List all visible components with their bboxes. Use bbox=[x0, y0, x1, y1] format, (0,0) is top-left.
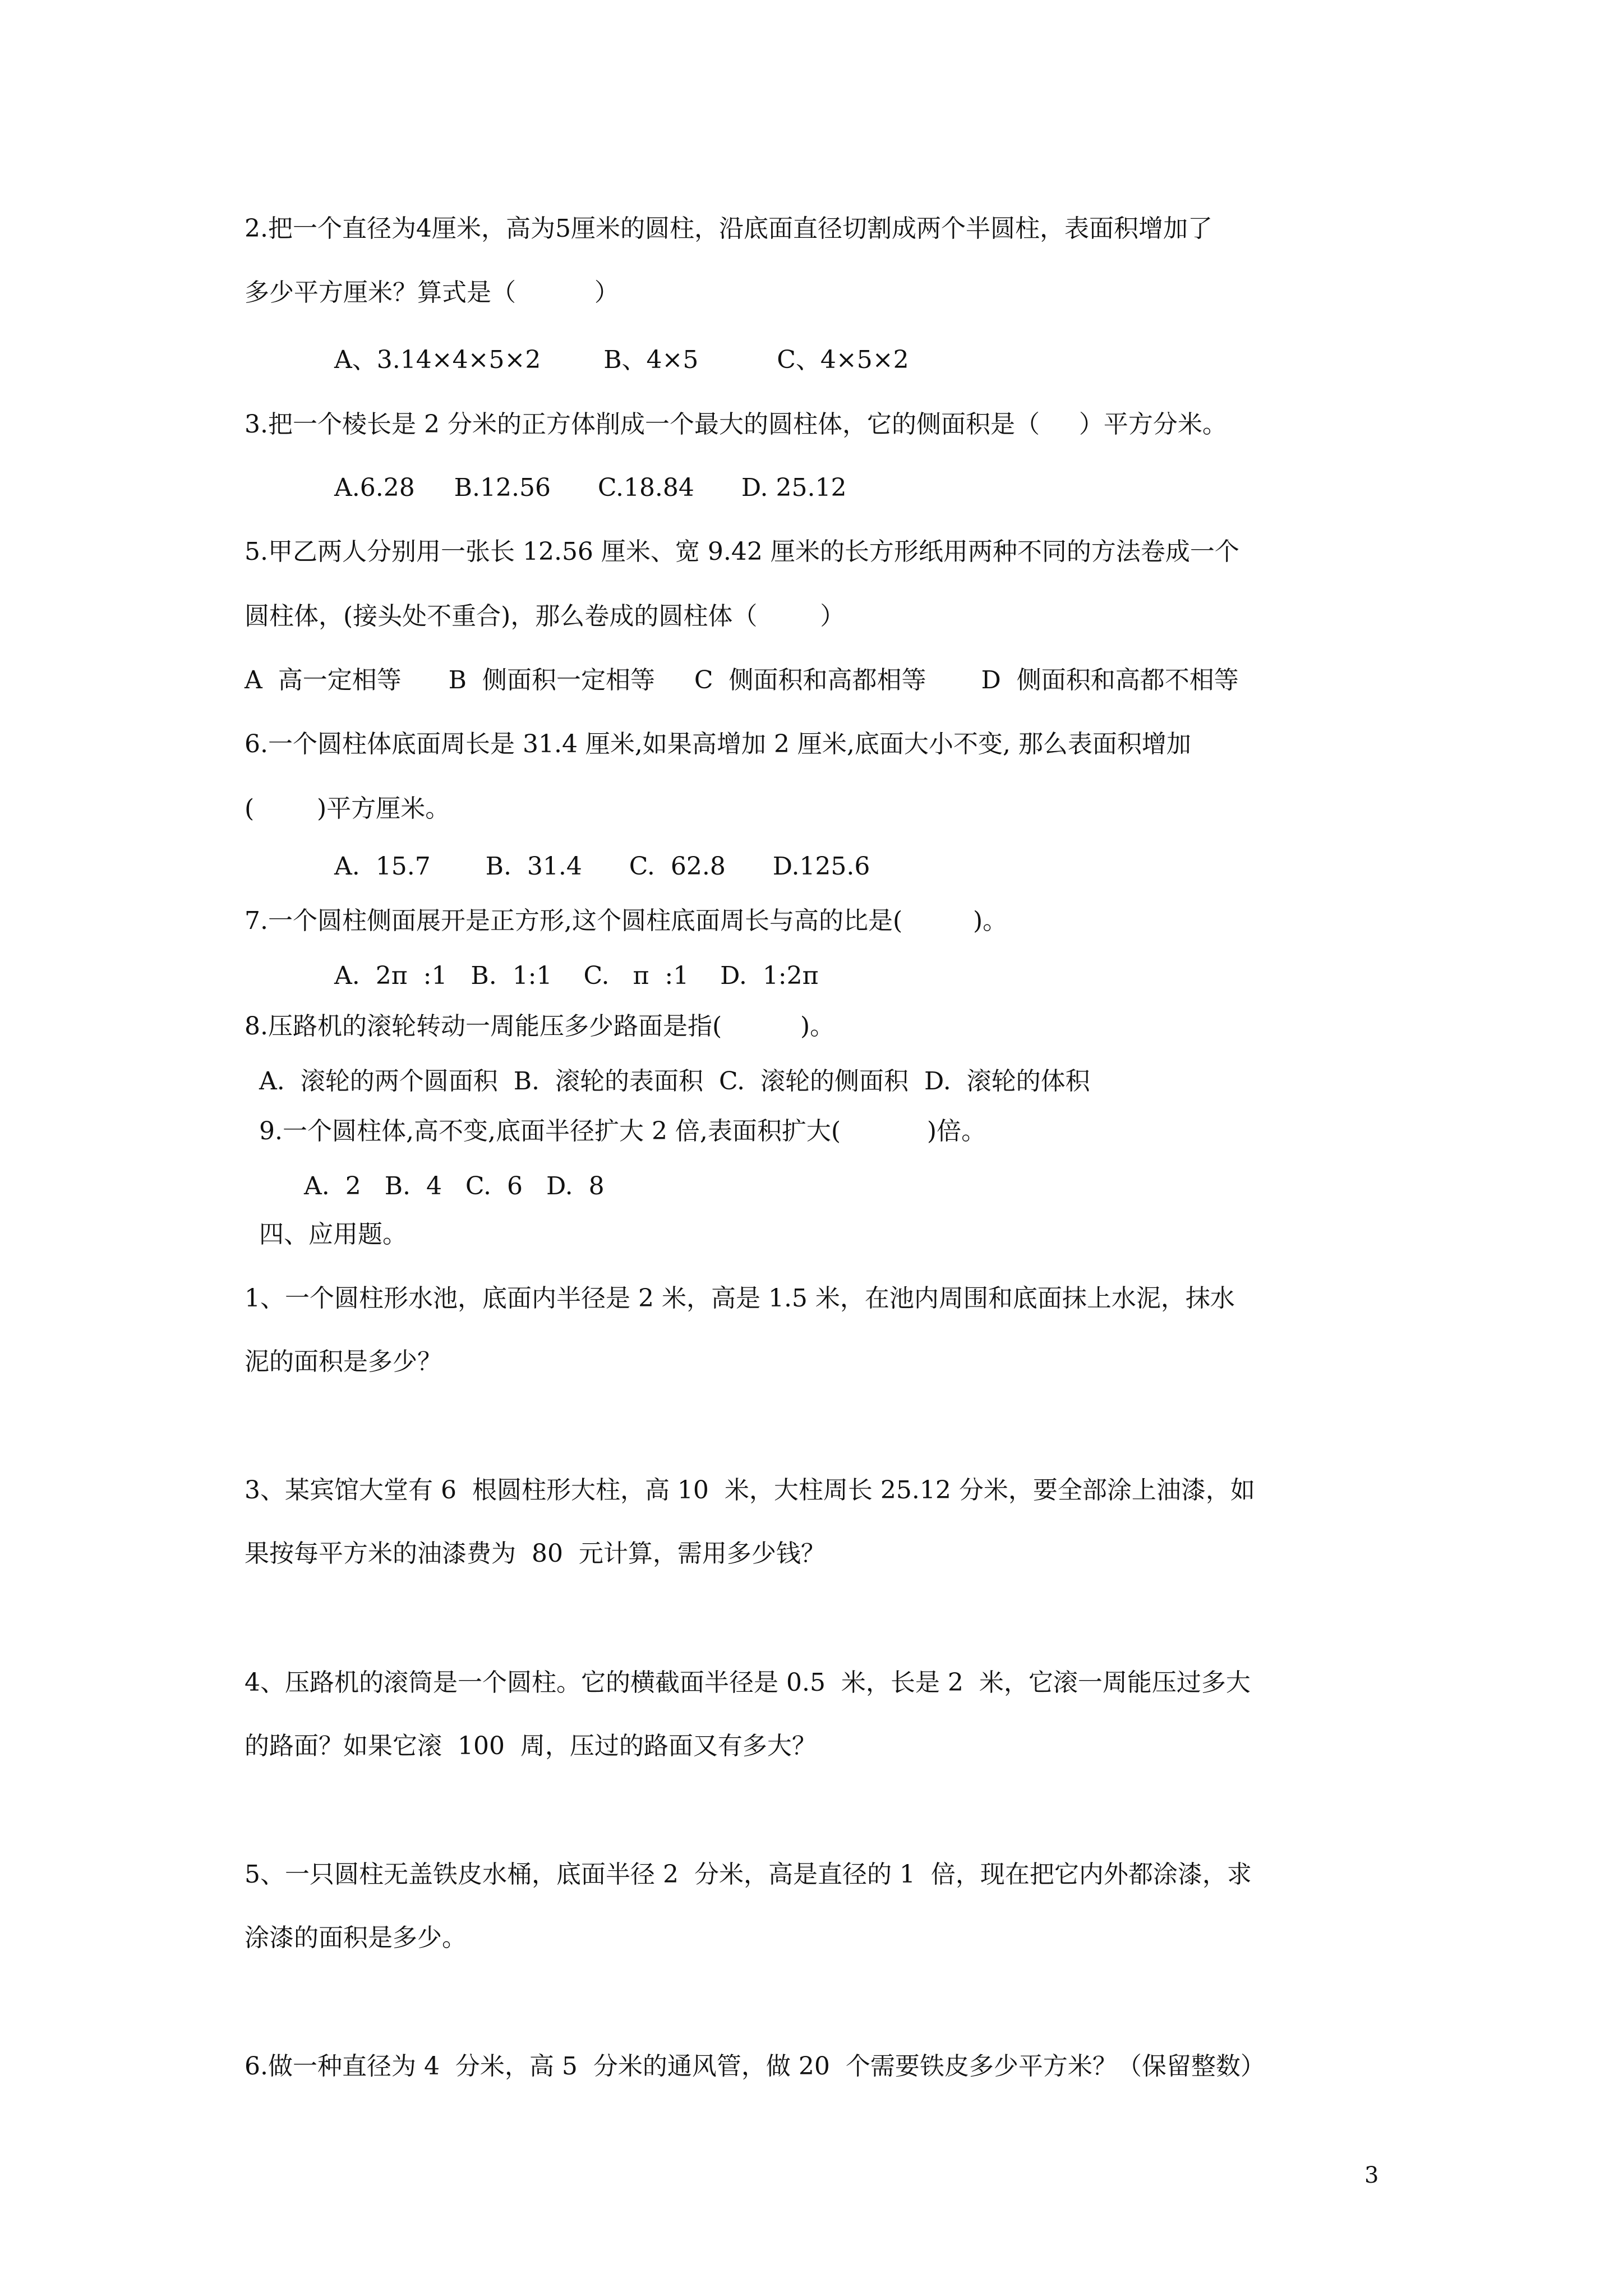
application-4-line-2: 的路面？如果它滚 100 周，压过的路面又有多大？ bbox=[245, 1732, 817, 1760]
application-3-line-1: 3、某宾馆大堂有 6 根圆柱形大柱，高 10 米，大柱周长 25.12 分米，要全部涂上油漆，如 bbox=[245, 1476, 1255, 1504]
application-1-line-1: 1、一个圆柱形水池，底面内半径是 2 米，高是 1.5 米，在池内周围和底面抹上水泥，抹水 bbox=[245, 1284, 1235, 1313]
question-2-line-2: 多少平方厘米？算式是（ ） bbox=[245, 278, 619, 307]
question-6-options: A. 15.7 B. 31.4 C. 62.8 D.125.6 bbox=[334, 852, 870, 881]
application-1-line-2: 泥的面积是多少？ bbox=[245, 1347, 442, 1376]
question-9-line-1: 9.一个圆柱体,高不变,底面半径扩大 2 倍,表面积扩大( )倍。 bbox=[259, 1117, 986, 1145]
question-5-options: A 高一定相等 B 侧面积一定相等 C 侧面积和高都相等 D 侧面积和高都不相等 bbox=[245, 666, 1239, 694]
section-heading: 四、应用题。 bbox=[259, 1220, 407, 1249]
application-6-line-1: 6.做一种直径为 4 分米，高 5 分米的通风管，做 20 个需要铁皮多少平方米？（保留整数） bbox=[245, 2052, 1265, 2081]
question-8-options: A. 滚轮的两个圆面积 B. 滚轮的表面积 C. 滚轮的侧面积 D. 滚轮的体积 bbox=[259, 1067, 1090, 1096]
application-4-line-1: 4、压路机的滚筒是一个圆柱。它的横截面半径是 0.5 米，长是 2 米，它滚一周能压过多大 bbox=[245, 1668, 1251, 1697]
question-5-line-1: 5.甲乙两人分别用一张长 12.56 厘米、宽 9.42 厘米的长方形纸用两种不同的方法卷成一个 bbox=[245, 537, 1239, 566]
question-7-line-1: 7.一个圆柱侧面展开是正方形,这个圆柱底面周长与高的比是( )。 bbox=[245, 907, 1008, 935]
question-5-line-2: 圆柱体，(接头处不重合)，那么卷成的圆柱体（ ） bbox=[245, 602, 845, 631]
application-3-line-2: 果按每平方米的油漆费为 80 元计算，需用多少钱？ bbox=[245, 1539, 826, 1568]
page-number: 3 bbox=[1364, 2162, 1379, 2188]
question-6-line-2: ( )平方厘米。 bbox=[245, 794, 450, 823]
application-5-line-1: 5、一只圆柱无盖铁皮水桶，底面半径 2 分米，高是直径的 1 倍，现在把它内外都涂漆，求 bbox=[245, 1860, 1252, 1889]
question-3-line-1: 3.把一个棱长是 2 分米的正方体削成一个最大的圆柱体，它的侧面积是（ ）平方分米。 bbox=[245, 410, 1227, 439]
question-3-options: A.6.28 B.12.56 C.18.84 D. 25.12 bbox=[334, 473, 847, 502]
question-7-options: A. 2π :1 B. 1:1 C. π :1 D. 1:2π bbox=[334, 961, 819, 990]
question-2-line-1: 2.把一个直径为4厘米，高为5厘米的圆柱，沿底面直径切割成两个半圆柱，表面积增加了 bbox=[245, 214, 1212, 243]
question-9-options: A. 2 B. 4 C. 6 D. 8 bbox=[304, 1172, 605, 1200]
question-2-options: A、3.14×4×5×2 B、4×5 C、4×5×2 bbox=[334, 346, 909, 374]
question-6-line-1: 6.一个圆柱体底面周长是 31.4 厘米,如果高增加 2 厘米,底面大小不变, 那么表面积增加 bbox=[245, 730, 1191, 758]
application-5-line-2: 涂漆的面积是多少。 bbox=[245, 1924, 467, 1952]
question-8-line-1: 8.压路机的滚轮转动一周能压多少路面是指( )。 bbox=[245, 1012, 835, 1041]
